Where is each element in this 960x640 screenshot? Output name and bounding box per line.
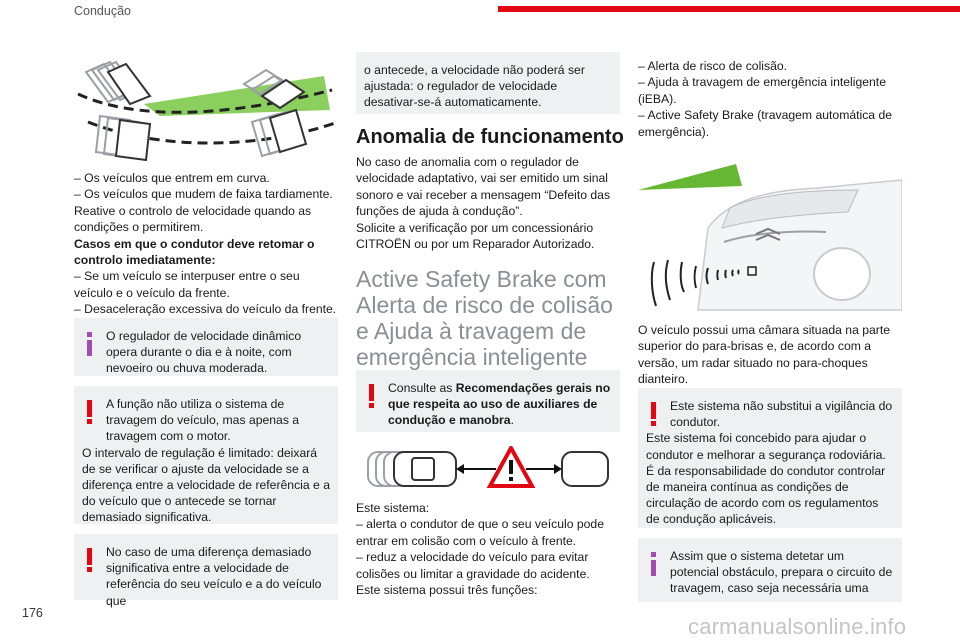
list-item: – reduz a velocidade do veículo para evitar colisões ou limitar a gravidade do acidente. [356,550,590,581]
warning-note [74,534,338,608]
warning-note-text: o antecede, a velocidade não poderá ser ajustada: o regulador de velocidade desativar-se-á automaticamente. [364,63,585,110]
header-section-title: Condução [74,4,131,18]
consult-text: Consulte as [388,381,456,395]
list-item: – Active Safety Brake (travagem automática de emergência). [638,108,893,139]
list-item: – Os veículos que mudem de faixa tardiamente. [74,187,333,202]
warning-note-lead: A função não utiliza o sistema de travagem do veículo, mas apenas a travagem com o motor. [106,397,300,444]
warning-note-lead: Este sistema não substitui a vigilância do condutor. [670,399,893,430]
section-heading-asb: Active Safety Brake com Alerta de risco de colisão e Ajuda à travagem de emergência inteligente [356,266,613,370]
page-number: 176 [22,606,43,620]
info-note-text: Assim que o sistema detetar um potencial obstáculo, prepara o circuito de travagem, caso seja necessária uma [670,549,893,596]
list-item: – Os veículos que entrem em curva. [74,171,270,185]
info-icon [83,330,97,358]
consult-end: . [510,413,514,428]
list-item: – Alerta de risco de colisão. [638,59,788,73]
warning-note-text: Este sistema foi concebido para ajudar o condutor e melhorar a segurança rodoviária. É da responsabilidade do condutor controlar de maneira contínua as condições de circulação de acordo com os regulamentos de condução aplicáveis. [646,431,886,527]
section-heading-anomaly: Anomalia de funcionamento [356,126,624,148]
van-radar-illustration [638,150,902,312]
info-note [638,538,902,602]
warning-icon [83,398,97,426]
paragraph: O veículo possui uma câmara situada na parte superior do para-brisas e, de acordo com a versão, um radar situado no para-choques dianteiro. [638,323,891,387]
paragraph: Este sistema: [356,501,430,515]
warning-note-text: O intervalo de regulação é limitado: deixará de se verificar o ajuste da velocidade se a diferença entre a velocidade de referência e a do veículo que o antecede se tornar demasiado significativa. [82,445,330,525]
warning-icon [83,546,97,574]
curve-cars-illustration [74,58,338,162]
paragraph: Reative o controlo de velocidade quando as condições o permitirem. [74,203,312,235]
list-item: – Ajuda à travagem de emergência inteligente (iEBA). [638,75,886,106]
warning-note [74,386,338,524]
consult-link-text: Recomendações gerais no que respeita ao uso de auxiliares de condução e manobra [388,381,611,428]
warning-icon [365,382,379,410]
collision-warning-illustration [366,446,610,494]
info-note [74,318,338,376]
paragraph: No caso de anomalia com o regulador de velocidade adaptativo, vai ser emitido um sinal sonoro e vai receber a mensagem “Defeito das funções de ajuda à condução”. [356,155,611,219]
hazard-triangle-icon [490,448,532,486]
paragraph: Solicite a verificação por um concessionário CITROËN ou por um Reparador Autorizado. [356,220,595,252]
warning-icon [647,400,661,428]
warning-note [638,388,902,528]
bold-heading: Casos em que o condutor deve retomar o controlo imediatamente: [74,236,315,268]
warning-note-continued [356,52,620,114]
paragraph: Este sistema possui três funções: [356,583,538,598]
info-icon [647,550,661,578]
warning-note-text: No caso de uma diferença demasiado significativa entre a velocidade de referência do seu veículo e a do veículo que [106,545,322,608]
list-item: – Desaceleração excessiva do veículo da frente. [74,302,337,317]
list-item: – Se um veículo se interpuser entre o seu veículo e o veículo da frente. [74,269,300,300]
list-item: – alerta o condutor de que o seu veículo pode entrar em colisão com o veículo à frente. [356,517,604,548]
header-accent-bar [498,6,960,12]
watermark: carmanualsonline.info [688,614,907,639]
info-note-text: O regulador de velocidade dinâmico opera durante o dia e à noite, com nevoeiro ou chuva moderada. [106,329,302,376]
warning-note [356,370,620,432]
